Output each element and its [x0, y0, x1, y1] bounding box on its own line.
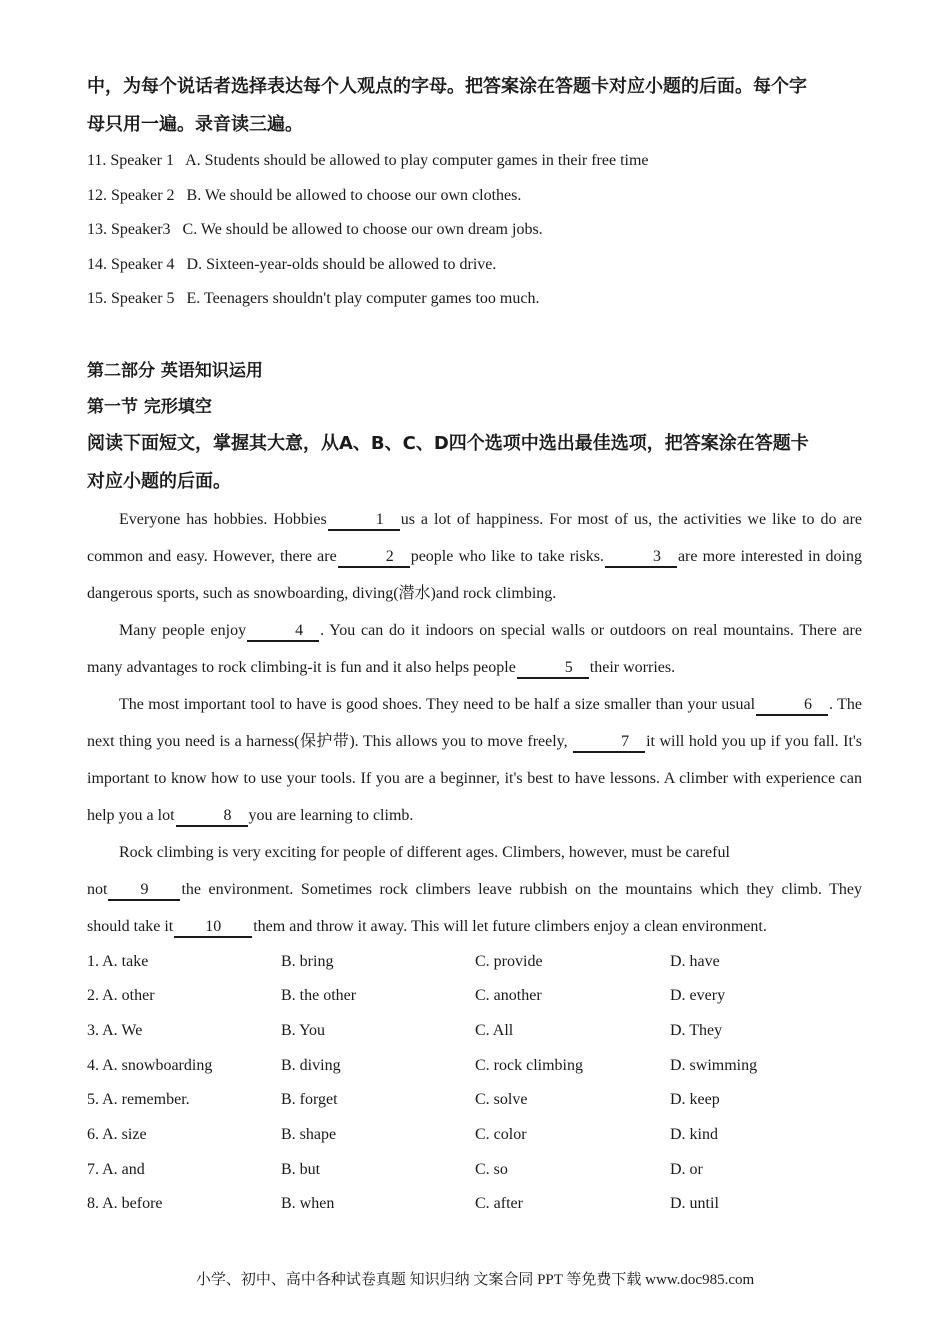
option-row: 1. A. take B. bring C. provide D. have	[87, 952, 720, 970]
option-row: 7. A. and B. but C. so D. or	[87, 1160, 703, 1178]
blank-3: 3	[605, 548, 677, 568]
list-item: 14. Speaker 4 D. Sixteen-year-olds should be allowed to drive.	[87, 255, 497, 273]
blank-10: 10	[174, 918, 252, 938]
paragraph-1: Everyone has hobbies. Hobbies 1 us a lot of happiness. For most of us, the activities we like to do are common and easy. However, there are 2 people who like to take risks. 3 are more interested in doing dangerous sports, such as snowboarding, diving(潜水)and rock climbing.	[87, 510, 862, 602]
cloze-instruction-1: 阅读下面短文，掌握其大意，从A、B、C、D四个选项中选出最佳选项，把答案涂在答题卡	[87, 432, 809, 454]
option-row: 4. A. snowboarding B. diving C. rock climbing D. swimming	[87, 1056, 758, 1074]
blank-5: 5	[517, 659, 589, 679]
paragraph-3: The most important tool to have is good shoes. They need to be half a size smaller than your usual 6 . The next thing you need is a harness(保护带). This allows you to move freely, 7 it will hold you up if you fall. It's important to know how to use your tools. If you are a beginner, it's best to have lessons. A climber with experience can help you a lot 8 you are learning to climb.	[87, 686, 862, 834]
part-title: 第二部分 英语知识运用	[87, 360, 263, 381]
list-item: 12. Speaker 2 B. We should be allowed to choose our own clothes.	[87, 186, 522, 204]
blank-1: 1	[328, 511, 400, 531]
option-row: 8. A. before B. when C. after D. until	[87, 1195, 719, 1213]
option-row: 5. A. remember. B. forget C. solve D. keep	[87, 1091, 720, 1109]
paragraph-4: not 9 the environment. Sometimes rock climbers leave rubbish on the mountains which they climb. They should take it 10 them and throw it away. This will let future climbers enjoy a clean environment.	[87, 871, 862, 945]
option-row: 6. A. size B. shape C. color D. kind	[87, 1126, 718, 1144]
answer-options	[87, 945, 862, 1223]
blank-8: 8	[176, 807, 248, 827]
blank-9: 9	[108, 881, 180, 901]
blank-4: 4	[247, 622, 319, 642]
section-title: 第一节 完形填空	[87, 396, 212, 417]
option-row: 2. A. other B. the other C. another D. every	[87, 987, 726, 1005]
cloze-passage	[87, 501, 862, 945]
blank-7: 7	[573, 733, 645, 753]
list-item: 13. Speaker3 C. We should be allowed to choose our own dream jobs.	[87, 221, 543, 238]
list-item: 11. Speaker 1 A. Students should be allowed to play computer games in their free time	[87, 152, 649, 169]
cloze-instruction-2: 对应小题的后面。	[87, 470, 231, 492]
paragraph-2: Many people enjoy 4 . You can do it indoors on special walls or outdoors on real mountains. There are many advantages to rock climbing-it is fun and it also helps people 5 their worries.	[87, 612, 862, 686]
listening-instruction-2: 母只用一遍。录音读三遍。	[87, 114, 303, 135]
listening-instruction-1: 中，为每个说话者选择表达每个人观点的字母。把答案涂在答题卡对应小题的后面。每个字	[87, 76, 807, 97]
blank-2: 2	[338, 548, 410, 568]
option-row: 3. A. We B. You C. All D. They	[87, 1021, 723, 1039]
page-footer: 小学、初中、高中各种试卷真题 知识归纳 文案合同 PPT 等免费下载 www.doc985.com	[195, 1272, 755, 1288]
blank-6: 6	[756, 696, 828, 716]
list-item: 15. Speaker 5 E. Teenagers shouldn't play computer games too much.	[87, 290, 540, 307]
document-page	[87, 68, 862, 1222]
listening-items	[87, 144, 862, 317]
paragraph-4-line-1: Rock climbing is very exciting for people of different ages. Climbers, however, must be careful	[119, 843, 730, 861]
